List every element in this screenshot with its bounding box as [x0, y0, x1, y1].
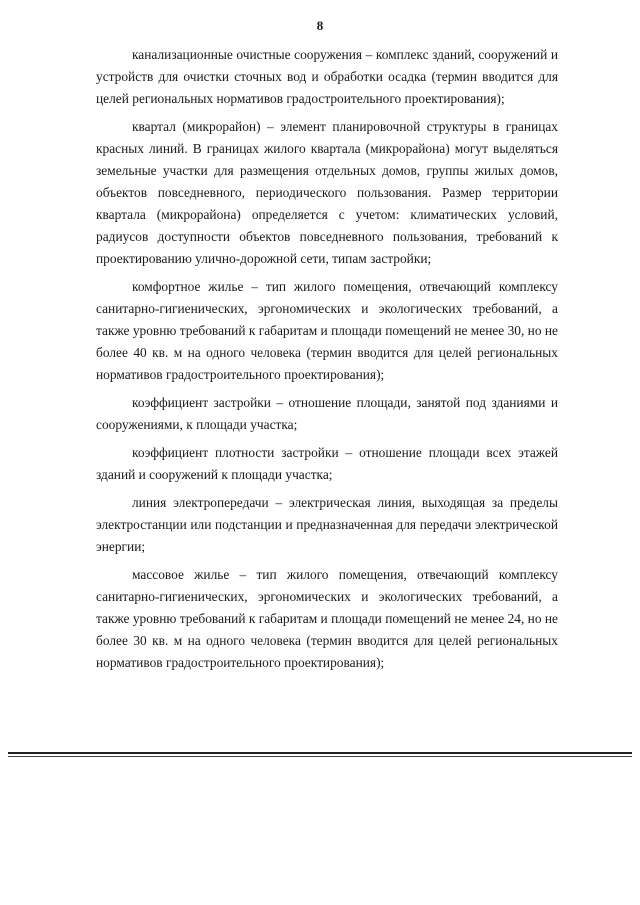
page-divider-thin	[8, 756, 632, 757]
definition-paragraph: квартал (микрорайон) – элемент планировочной структуры в границах красных линий. В границах жилого квартала (микрорайона) могут выделяться земельные участки для размещения отдельных домов, группы жилых домов, объектов повседневного, периодического пользования. Размер территории квартала (микрорайона) определяется с учетом: климатических условий, радиусов доступности объектов повседневного пользования, требований к проектированию улично-дорожной сети, типам застройки;	[96, 119, 558, 266]
definition-paragraph: линия электропередачи – электрическая линия, выходящая за пределы электростанции или подстанции и предназначенная для передачи электрической энергии;	[96, 495, 558, 554]
definition-paragraph: комфортное жилье – тип жилого помещения, отвечающий комплексу санитарно-гигиенических, эргономических и экологических требований, а также уровню требований к габаритам и площади помещений не менее 30, но не более 40 кв. м на одного человека (термин вводится для целей региональных нормативов градостроительного проектирования);	[96, 279, 558, 382]
definition-paragraph: коэффициент застройки – отношение площади, занятой под зданиями и сооружениями, к площади участка;	[96, 395, 558, 432]
definition-paragraph: массовое жилье – тип жилого помещения, отвечающий комплексу санитарно-гигиенических, эргономических и экологических требований, а также уровню требований к габаритам и площади помещений не менее 24, но не более 30 кв. м на одного человека (термин вводится для целей региональных нормативов градостроительного проектирования);	[96, 567, 558, 670]
definition-paragraph: канализационные очистные сооружения – комплекс зданий, сооружений и устройств для очистки сточных вод и обработки осадка (термин вводится для целей региональных нормативов градостроительного проектирования);	[96, 47, 558, 106]
document-body	[96, 44, 558, 680]
definition-paragraph: коэффициент плотности застройки – отношение площади всех этажей зданий и сооружений к площади участка;	[96, 445, 558, 482]
page-number: 8	[316, 18, 324, 33]
page-divider	[8, 752, 632, 754]
